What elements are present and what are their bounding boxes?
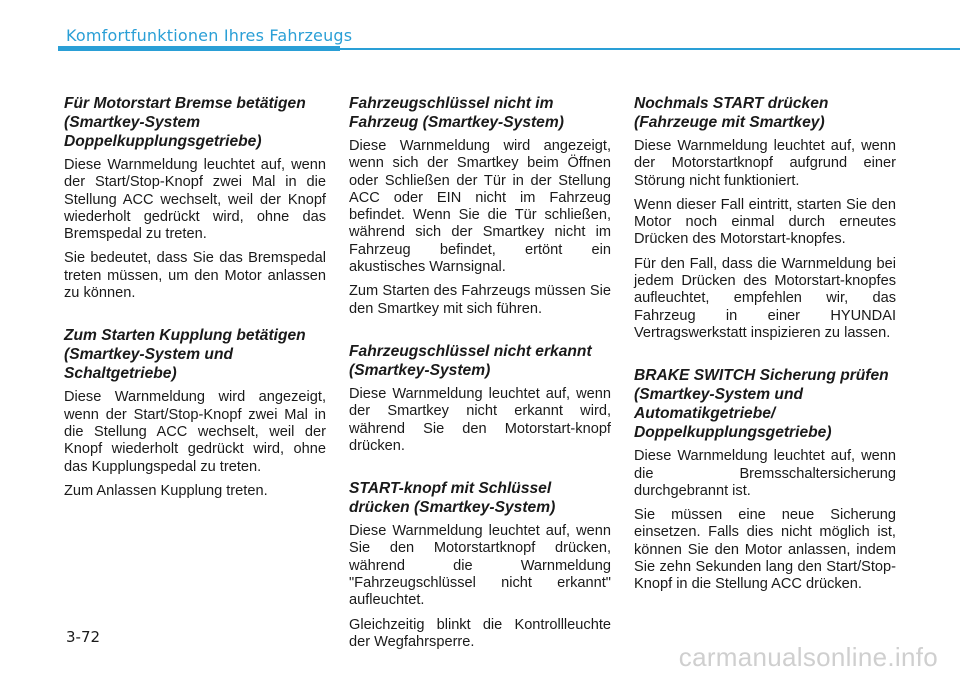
paragraph: Diese Warnmeldung leuchtet auf, wenn der Motorstartknopf aufgrund einer Störung nicht funktioniert.: [634, 138, 896, 189]
section-brake-switch-fuse: [634, 366, 896, 593]
paragraph: Diese Warnmeldung leuchtet auf, wenn die Bremsschaltersicherung durchgebrannt ist.: [634, 448, 896, 499]
paragraph: Sie müssen eine neue Sicherung einsetzen. Falls dies nicht möglich ist, können Sie den Motor anlassen, indem Sie zehn Sekunden lang den Start/Stop-Knopf in die Stellung ACC drücken.: [634, 507, 896, 593]
paragraph: Diese Warnmeldung leuchtet auf, wenn der Smartkey nicht erkannt wird, während Sie den Motorstart-knopf drücken.: [349, 385, 611, 454]
section-clutch-to-start: [64, 326, 326, 500]
section-heading: BRAKE SWITCH Sicherung prüfen (Smartkey-System und Automatikgetriebe/ Doppelkupplungsgetriebe): [634, 367, 889, 442]
section-key-not-in-vehicle: [349, 94, 611, 318]
column-3: [634, 94, 896, 618]
column-1: [64, 94, 326, 524]
paragraph: Diese Warnmeldung leuchtet auf, wenn Sie den Motorstartknopf drücken, während die Warnmeldung "Fahrzeugschlüssel nicht erkannt" aufleuchtet.: [349, 523, 611, 609]
header-rule-thin: [340, 48, 960, 50]
paragraph: Für den Fall, dass die Warnmeldung bei jedem Drücken des Motorstart-knopfes aufleuchtet, empfehlen wir, das Fahrzeug in einer HYUNDAI Vertragswerkstatt inspizieren zu lassen.: [634, 255, 896, 341]
section-heading: Fahrzeugschlüssel nicht im Fahrzeug (Smartkey-System): [349, 95, 564, 131]
page-number: 3-72: [66, 628, 101, 646]
section-heading: Fahrzeugschlüssel nicht erkannt (Smartkey-System): [349, 342, 592, 379]
column-2: [349, 94, 611, 675]
paragraph: Zum Starten des Fahrzeugs müssen Sie den Smartkey mit sich führen.: [349, 283, 611, 317]
section-heading: Für Motorstart Bremse betätigen (Smartkey-System Doppelkupplungsgetriebe): [64, 95, 306, 150]
section-heading: Zum Starten Kupplung betätigen (Smartkey-System und Schaltgetriebe): [64, 327, 306, 383]
section-key-not-detected: [349, 342, 611, 455]
section-heading: START-knopf mit Schlüssel drücken (Smartkey-System): [349, 480, 556, 517]
paragraph: Diese Warnmeldung wird angezeigt, wenn sich der Smartkey beim Öffnen oder Schließen der Tür in der Stellung ACC oder EIN nicht im Fahrzeug befindet. Wenn Sie die Tür schließen, während sich der Smartkey nicht im Fahrzeug befindet, ertönt ein akustisches Warnsignal.: [349, 138, 611, 276]
section-press-start-again: [634, 94, 896, 342]
paragraph: Zum Anlassen Kupplung treten.: [64, 482, 268, 499]
paragraph: Gleichzeitig blinkt die Kontrollleuchte der Wegfahrsperre.: [349, 616, 611, 650]
header-rule-thick: [58, 46, 340, 51]
section-press-start-with-key: [349, 479, 611, 651]
paragraph: Sie bedeutet, dass Sie das Bremspedal treten müssen, um den Motor anlassen zu können.: [64, 250, 326, 302]
paragraph: Diese Warnmeldung leuchtet auf, wenn der Start/Stop-Knopf zwei Mal in die Stellung ACC wechselt, weil der Knopf wiederholt gedrückt wird, ohne das Bremspedal zu treten.: [64, 157, 326, 243]
paragraph: Wenn dieser Fall eintritt, starten Sie den Motor noch einmal durch erneutes Drücken des Motorstart-knopfes.: [634, 196, 896, 248]
paragraph: Diese Warnmeldung wird angezeigt, wenn der Start/Stop-Knopf zwei Mal in die Stellung ACC wechselt, weil der Knopf wiederholt gedrückt wird, ohne das Kupplungspedal zu treten.: [64, 389, 326, 475]
section-title: Komfortfunktionen Ihres Fahrzeugs: [66, 26, 353, 45]
section-heading: Nochmals START drücken (Fahrzeuge mit Smartkey): [634, 95, 829, 131]
section-brake-to-start: [64, 94, 326, 302]
watermark: carmanualsonline.info: [678, 642, 938, 672]
